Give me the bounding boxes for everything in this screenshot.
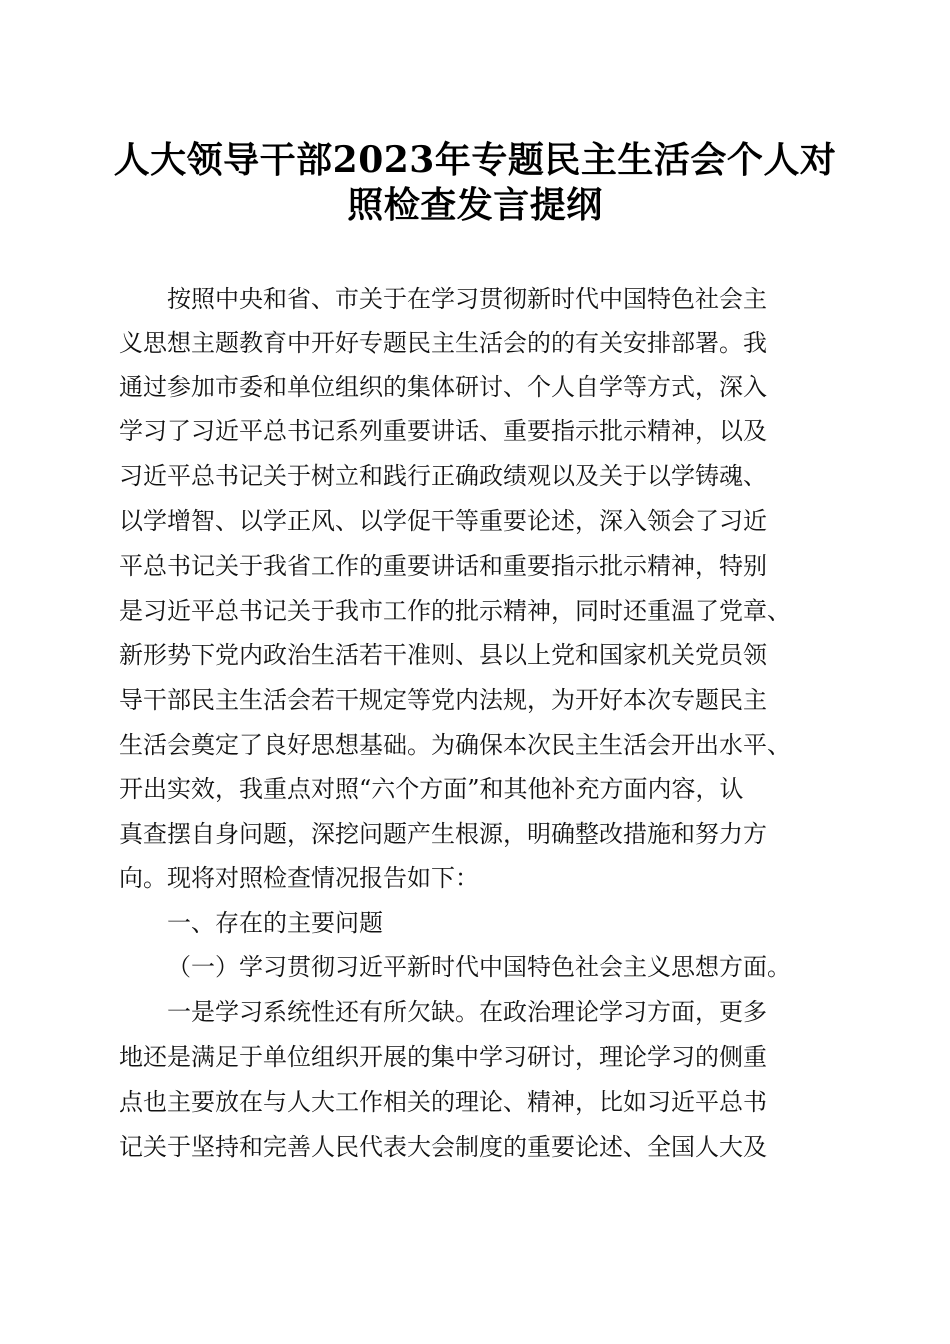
body-line: 新形势下党内政治生活若干准则、县以上党和国家机关党员领 (119, 641, 767, 669)
subsection-heading: （一）学习贯彻习近平新时代中国特色社会主义思想方面。 (167, 953, 791, 981)
point-line: 记关于坚持和完善人民代表大会制度的重要论述、全国人大及 (119, 1133, 767, 1161)
document-title-line-2: 照检查发言提纲 (347, 184, 603, 226)
body-line: 习近平总书记关于树立和践行正确政绩观以及关于以学铸魂、 (119, 462, 767, 490)
body-line: 生活会奠定了良好思想基础。为确保本次民主生活会开出水平、 (119, 731, 791, 759)
section-heading: 一、存在的主要问题 (167, 909, 383, 937)
body-line: 开出实效，我重点对照“六个方面”和其他补充方面内容，认 (119, 775, 744, 803)
body-line: 以学增智、以学正风、以学促干等重要论述，深入领会了习近 (119, 507, 767, 535)
body-line: 真查摆自身问题，深挖问题产生根源，明确整改措施和努力方 (119, 820, 767, 848)
body-line: 导干部民主生活会若干规定等党内法规，为开好本次专题民主 (119, 686, 767, 714)
body-line: 通过参加市委和单位组织的集体研讨、个人自学等方式，深入 (119, 373, 767, 401)
body-line: 义思想主题教育中开好专题民主生活会的的有关安排部署。我 (119, 329, 767, 357)
body-line: 是习近平总书记关于我市工作的批示精神，同时还重温了党章、 (119, 597, 791, 625)
body-line: 按照中央和省、市关于在学习贯彻新时代中国特色社会主 (167, 285, 767, 313)
body-line: 平总书记关于我省工作的重要讲话和重要指示批示精神，特别 (119, 552, 767, 580)
document-title-line-1: 人大领导干部2023年专题民主生活会个人对 (113, 139, 837, 181)
body-line: 向。现将对照检查情况报告如下： (119, 864, 479, 892)
point-line: 地还是满足于单位组织开展的集中学习研讨，理论学习的侧重 (119, 1043, 767, 1071)
body-line: 学习了习近平总书记系列重要讲话、重要指示批示精神，以及 (119, 417, 767, 445)
point-line: 点也主要放在与人大工作相关的理论、精神，比如习近平总书 (119, 1088, 767, 1116)
point-line: 一是学习系统性还有所欠缺。在政治理论学习方面，更多 (167, 998, 767, 1026)
